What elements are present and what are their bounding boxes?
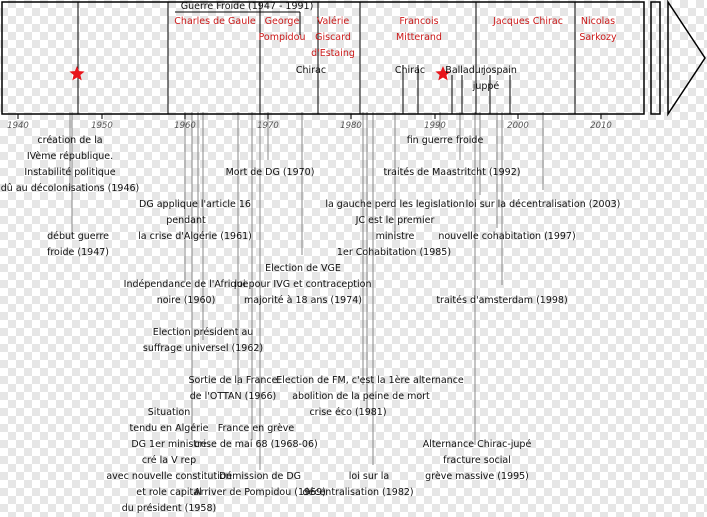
event-label: crise de mai 68 (1968-06): [194, 439, 318, 450]
event-label: 1er Cohabitation (1985): [336, 247, 452, 258]
event-label: la gauche perd les legislation: [325, 199, 465, 210]
year-label: 1970: [257, 121, 279, 131]
event-label: ministre: [375, 231, 415, 242]
event-label: du président (1958): [121, 503, 217, 514]
event-label: crise éco (1981): [309, 407, 387, 418]
event-label: décentralisation (1982): [302, 487, 414, 498]
event-label: nouvelle cohabitation (1997): [438, 231, 576, 242]
president-label: Nicolas: [580, 16, 616, 27]
year-label: 1960: [174, 121, 196, 131]
president-label: George: [264, 16, 300, 27]
star-icon: [69, 66, 84, 80]
event-label: loi sur la: [348, 471, 390, 482]
event-label: Arriver de Pompidou (1969): [194, 487, 326, 498]
event-label: avec nouvelle constitution: [106, 471, 232, 482]
event-label: suffrage universel (1962): [142, 343, 264, 354]
event-label: froide (1947): [47, 247, 109, 258]
year-label: 1950: [91, 121, 113, 131]
event-label: Indépendance de l'Afrique: [123, 279, 249, 290]
event-label: Mort de DG (1970): [225, 167, 315, 178]
event-label: Election président au: [152, 327, 254, 338]
event-label: fin guerre froide: [406, 135, 484, 146]
event-label: Situation: [147, 407, 191, 418]
year-label: 1990: [424, 121, 446, 131]
president-label: Sarkozy: [579, 32, 617, 43]
president-label: Giscard: [315, 32, 351, 43]
year-label: 1980: [340, 121, 362, 131]
event-label: pendant: [166, 215, 206, 226]
event-label: fracture social: [443, 455, 511, 466]
timeline-end-box: [651, 2, 660, 114]
timeline-arrow: [668, 2, 705, 114]
president-label: Francois: [399, 16, 439, 27]
pm-label: Chirac: [394, 65, 426, 76]
event-label: la crise d'Algérie (1961): [138, 231, 252, 242]
event-label: DG 1er ministre: [131, 439, 207, 450]
event-label: DG applique l'article 16: [139, 199, 251, 210]
event-label: IVème république.: [26, 151, 114, 162]
event-label: majorité à 18 ans (1974): [243, 295, 363, 306]
event-label: abolition de la peine de mort: [292, 391, 430, 402]
year-label: 1940: [7, 121, 29, 131]
event-label: tendu en Algérie: [129, 423, 209, 434]
event-label: France en grève: [217, 423, 295, 434]
event-label: début guerre: [47, 231, 109, 242]
event-label: noire (1960): [156, 295, 216, 306]
event-label: dû au décolonisations (1946): [0, 183, 140, 194]
president-label: Jacques Chirac: [493, 16, 563, 27]
event-label: Alternance Chirac-jupé: [422, 439, 532, 450]
event-label: Sortie de la France: [188, 375, 278, 386]
event-label: Election de FM, c'est la 1ère alternance: [276, 375, 464, 386]
year-label: 2010: [590, 121, 612, 131]
event-label: grève massive (1995): [425, 471, 529, 482]
year-label: 2000: [507, 121, 529, 131]
event-label: loi pour IVG et contraception: [234, 279, 372, 290]
event-label: création de la: [37, 135, 103, 146]
event-label: traités de Maastritcht (1992): [383, 167, 521, 178]
event-label: de l'OTTAN (1966): [189, 391, 277, 402]
president-label: Valérie: [316, 16, 350, 27]
pm-label: Balladur: [445, 65, 485, 76]
president-label: d'Estaing: [311, 48, 355, 59]
event-label: traités d'amsterdam (1998): [436, 295, 568, 306]
event-label: Election de VGE: [265, 263, 341, 274]
president-label: Pompidou: [258, 32, 306, 43]
event-label: Instabilité politique: [24, 167, 116, 178]
president-label: Charles de Gaule: [174, 16, 256, 27]
pm-label: juppé: [472, 81, 500, 92]
event-label: Démission de DG: [218, 471, 302, 482]
pm-label: jospain: [483, 65, 517, 76]
pm-label: Chirac: [295, 65, 327, 76]
event-label: et role capital: [136, 487, 202, 498]
event-label: loi sur la décentralisation (2003): [465, 199, 621, 210]
president-label: Mitterand: [396, 32, 442, 43]
event-label: cré la V rep: [141, 455, 197, 466]
era-label: Guerre Froide (1947 - 1991): [180, 1, 314, 12]
event-label: JC est le premier: [355, 215, 435, 226]
